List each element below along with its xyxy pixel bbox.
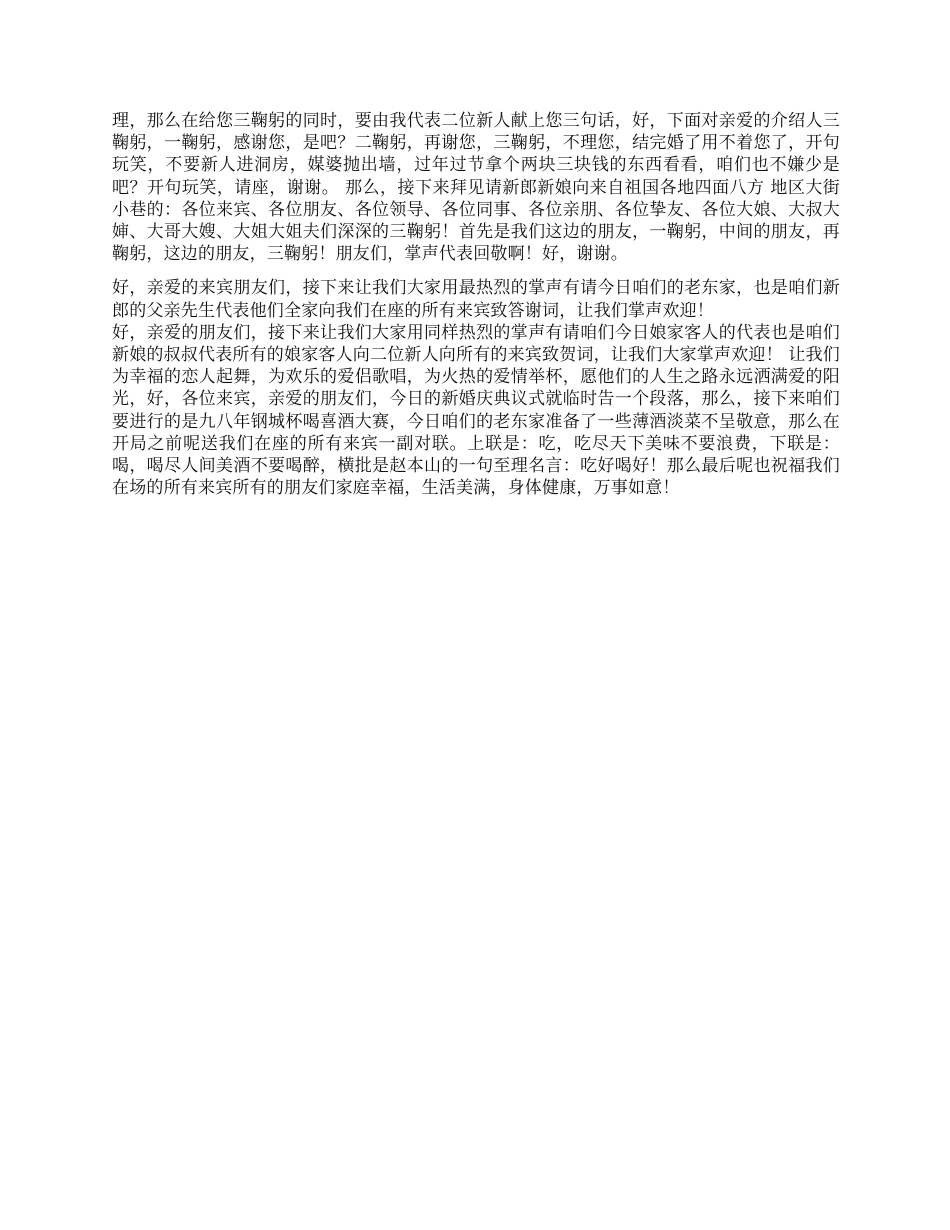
paragraph-2: 好，亲爱的来宾朋友们，接下来让我们大家用最热烈的掌声有请今日咱们的老东家，也是咱们新郎的父亲先生代表他们全家向我们在座的所有来宾致答谢词，让我们掌声欢迎！ (112, 278, 840, 321)
paragraph-1: 理，那么在给您三鞠躬的同时，要由我代表二位新人献上您三句话，好，下面对亲爱的介绍人三鞠躬，一鞠躬，感谢您，是吧？二鞠躬，再谢您，三鞠躬，不理您，结完婚了用不着您了，开句玩笑，不要新人进洞房，媒婆抛出墙，过年过节拿个两块三块钱的东西看看，咱们也不嫌少是吧？开句玩笑，请座，谢谢。 那么，接下来拜见请新郎新娘向来自祖国各地四面八方 地区大街小巷的：各位来宾、各位朋友、各位领导、各位同事、各位亲朋、各位挚友、各位大娘、大叔大婶、大哥大嫂、大姐大姐夫们深深的三鞠躬！首先是我们这边的朋友，一鞠躬，中间的朋友，再鞠躬，这边的朋友，三鞠躬！朋友们，掌声代表回敬啊！好，谢谢。 (112, 111, 840, 265)
paragraph-3: 好，亲爱的朋友们，接下来让我们大家用同样热烈的掌声有请咱们今日娘家客人的代表也是咱们新娘的叔叔代表所有的娘家客人向二位新人向所有的来宾致贺词，让我们大家掌声欢迎！ 让我们为幸福的恋人起舞，为欢乐的爱侣歌唱，为火热的爱情举杯，愿他们的人生之路永远洒满爱的阳光，好，各位来宾，亲爱的朋友们，今日的新婚庆典议式就临时告一个段落，那么，接下来咱们要进行的是九八年钢城杯喝喜酒大赛，今日咱们的老东家准备了一些薄酒淡菜不呈敬意，那么在开局之前呢送我们在座的所有来宾一副对联。上联是：吃，吃尽天下美味不要浪费，下联是：喝，喝尽人间美酒不要喝醉，横批是赵本山的一句至理名言：吃好喝好！那么最后呢也祝福我们在场的所有来宾所有的朋友们家庭幸福，生活美满，身体健康，万事如意！ (112, 322, 841, 499)
document-body (112, 110, 840, 499)
